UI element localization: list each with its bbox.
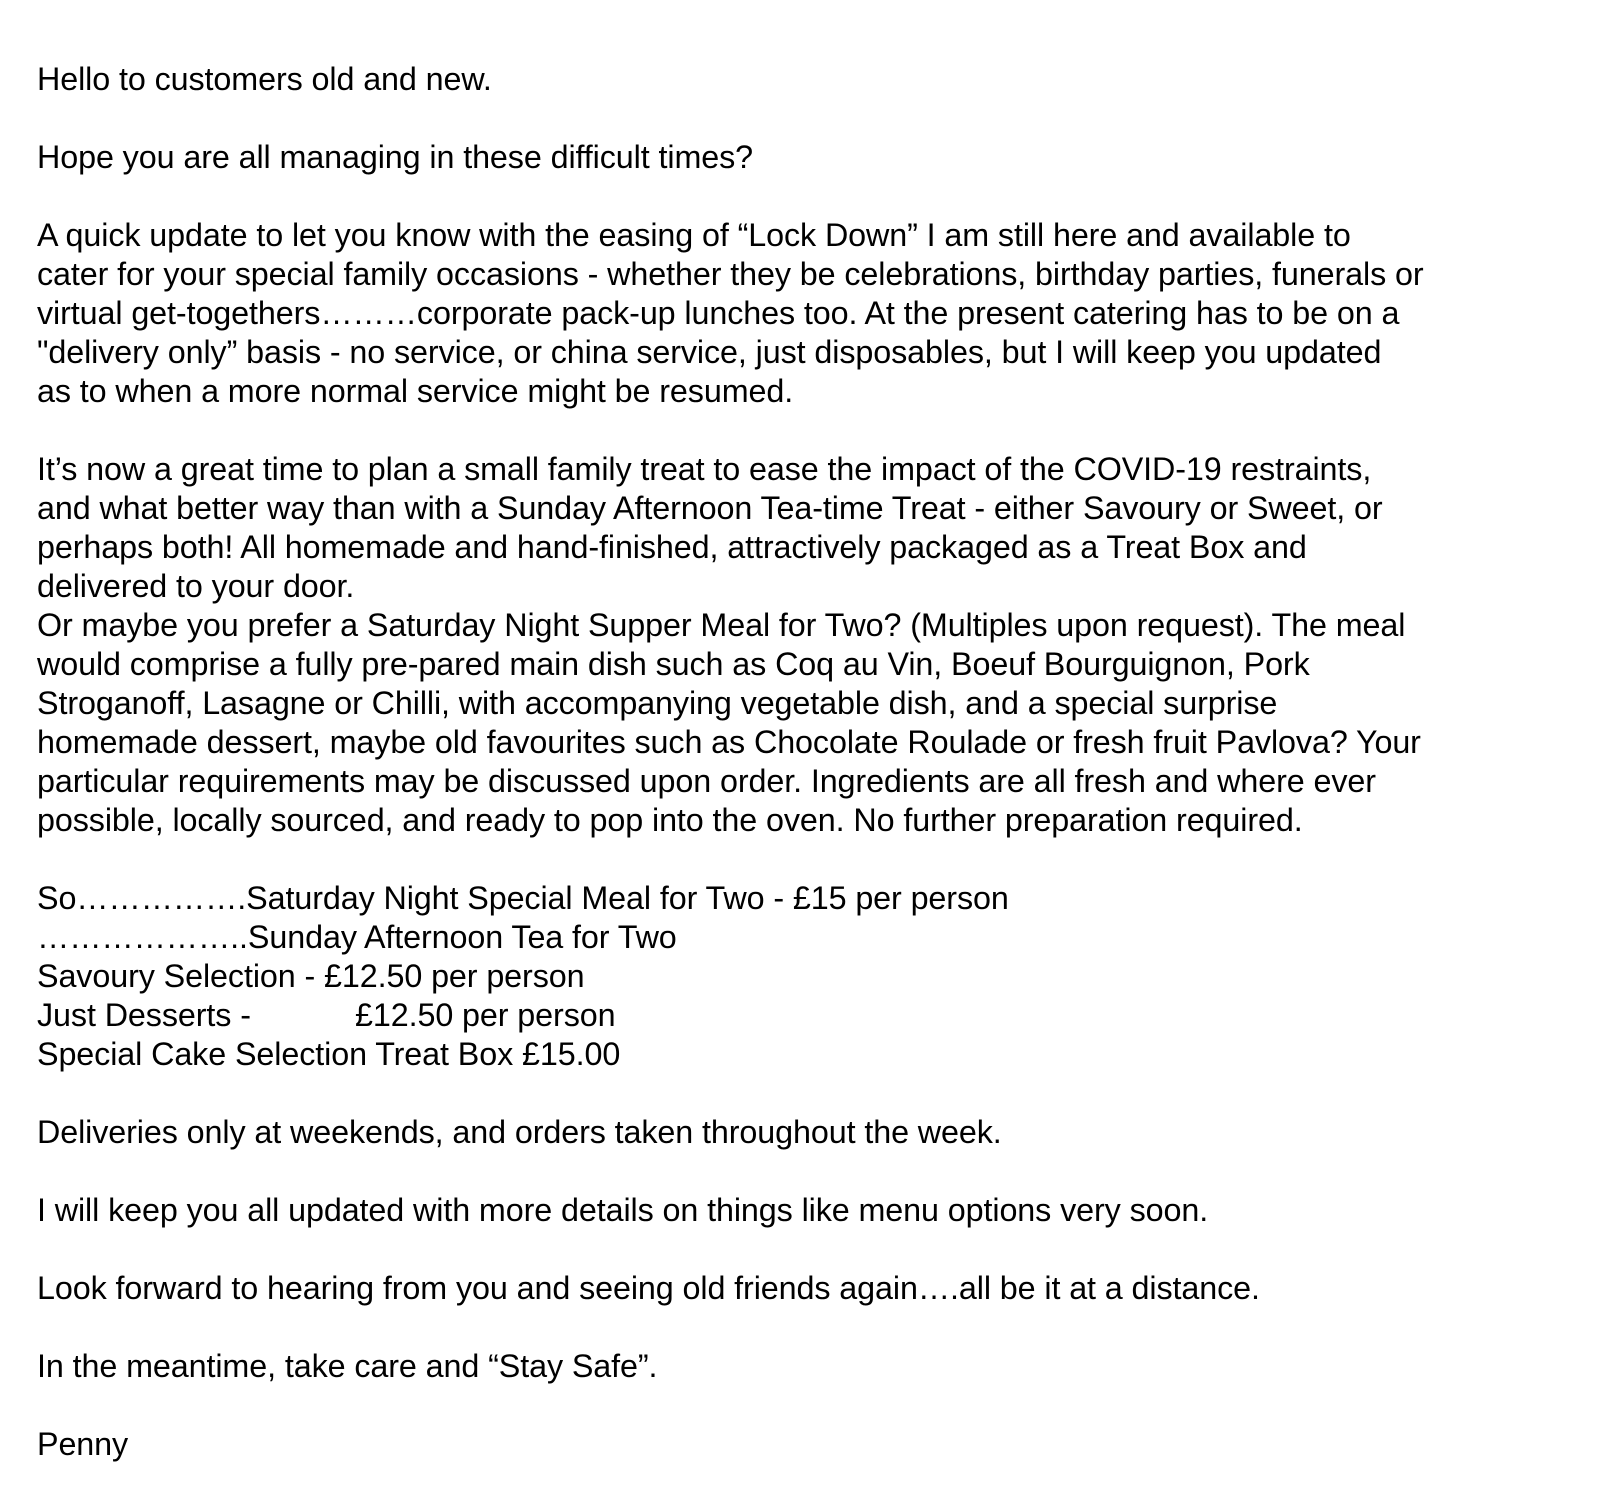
paragraph-gap	[37, 1074, 1605, 1113]
treat-line: It’s now a great time to plan a small family treat to ease the impact of the COVID-19 restraints,	[37, 451, 1372, 487]
treat-line: and what better way than with a Sunday Afternoon Tea-time Treat - either Savoury or Sweet, or	[37, 490, 1383, 526]
menu-desserts-label: Just Desserts -	[37, 997, 251, 1033]
hope-line: Hope you are all managing in these difficult times?	[37, 139, 754, 175]
greeting-line: Hello to customers old and new.	[37, 61, 492, 97]
update-line: A quick update to let you know with the easing of “Lock Down” I am still here and available to	[37, 217, 1351, 253]
look-forward-line: Look forward to hearing from you and seeing old friends again….all be it at a distance.	[37, 1270, 1260, 1306]
paragraph-gap	[37, 411, 1605, 450]
paragraph-gap	[37, 1152, 1605, 1191]
paragraph-gap	[37, 1386, 1605, 1425]
paragraph-gap	[37, 1308, 1605, 1347]
menu-savoury-line: Savoury Selection - £12.50 per person	[37, 958, 585, 994]
update-line: virtual get-togethers………corporate pack-up lunches too. At the present catering has to be on a	[37, 295, 1400, 331]
treat-line: homemade dessert, maybe old favourites such as Chocolate Roulade or fresh fruit Pavlova? Your	[37, 724, 1421, 760]
treat-line: Stroganoff, Lasagne or Chilli, with accompanying vegetable dish, and a special surprise	[37, 685, 1278, 721]
treat-line: particular requirements may be discussed upon order. Ingredients are all fresh and where ever	[37, 763, 1376, 799]
paragraph-gap	[37, 99, 1605, 138]
treat-line: perhaps both! All homemade and hand-finished, attractively packaged as a Treat Box and	[37, 529, 1307, 565]
letter-body	[37, 60, 1605, 1464]
meantime-line: In the meantime, take care and “Stay Safe”.	[37, 1348, 658, 1384]
menu-sunday-line: ………………..Sunday Afternoon Tea for Two	[37, 919, 677, 955]
menu-cake-line: Special Cake Selection Treat Box £15.00	[37, 1036, 621, 1072]
paragraph-gap	[37, 177, 1605, 216]
treat-line: delivered to your door.	[37, 568, 355, 604]
keep-updated-line: I will keep you all updated with more details on things like menu options very soon.	[37, 1192, 1209, 1228]
treat-line: possible, locally sourced, and ready to pop into the oven. No further preparation required.	[37, 802, 1303, 838]
update-line: as to when a more normal service might be resumed.	[37, 373, 794, 409]
treat-line: Or maybe you prefer a Saturday Night Supper Meal for Two? (Multiples upon request). The meal	[37, 607, 1406, 643]
menu-desserts-line	[37, 996, 1605, 1035]
update-line: cater for your special family occasions - whether they be celebrations, birthday parties, funerals or	[37, 256, 1424, 292]
paragraph-gap	[37, 840, 1605, 879]
deliveries-line: Deliveries only at weekends, and orders taken throughout the week.	[37, 1114, 1002, 1150]
treat-line: would comprise a fully pre-pared main dish such as Coq au Vin, Boeuf Bourguignon, Pork	[37, 646, 1310, 682]
update-line: "delivery only” basis - no service, or china service, just disposables, but I will keep you updated	[37, 334, 1382, 370]
menu-desserts-price: £12.50 per person	[355, 997, 616, 1033]
menu-saturday-line: So…………….Saturday Night Special Meal for Two - £15 per person	[37, 880, 1009, 916]
signature: Penny	[37, 1426, 129, 1462]
paragraph-gap	[37, 1230, 1605, 1269]
